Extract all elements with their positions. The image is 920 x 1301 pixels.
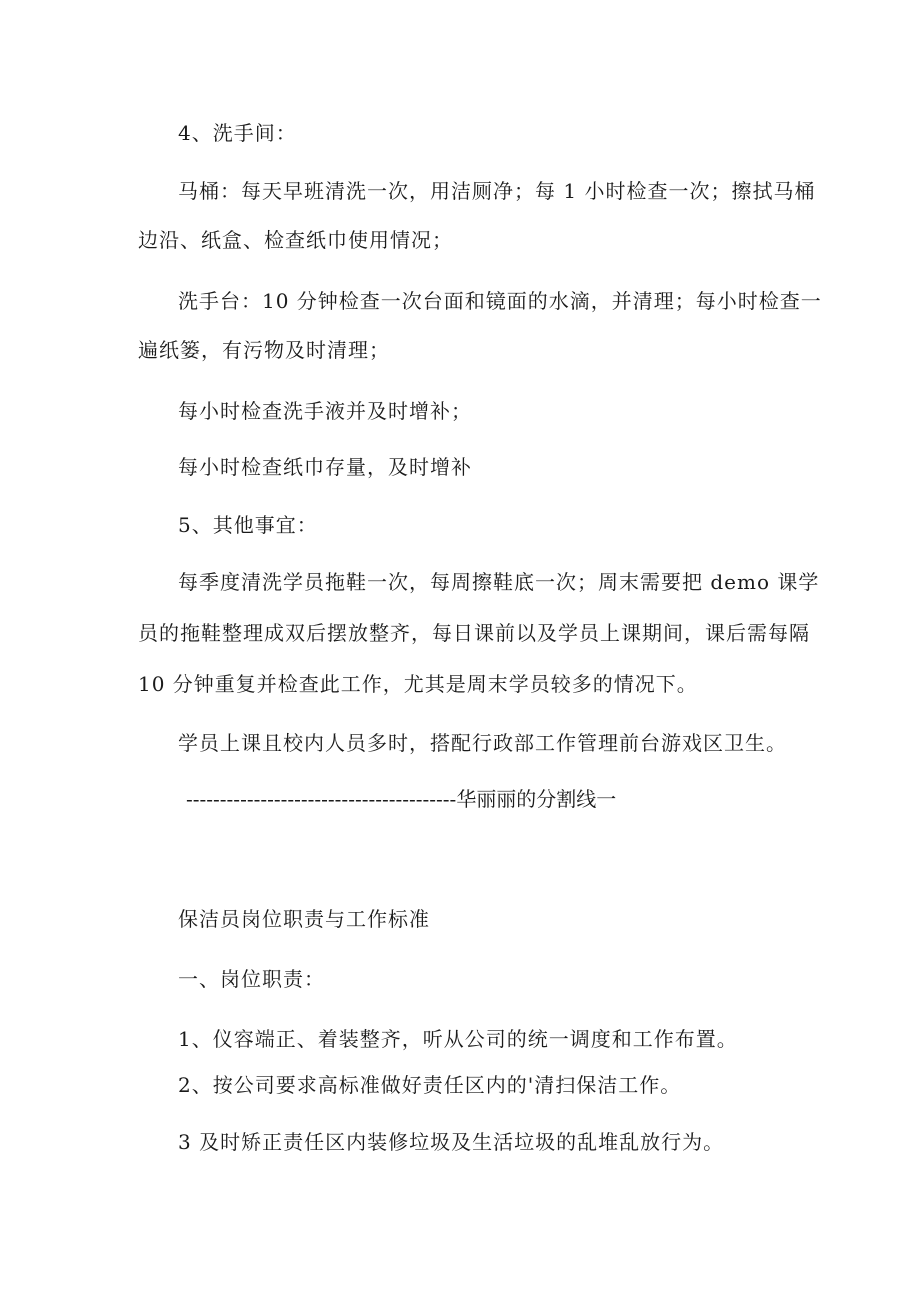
divider-line: ----------------------------------------华丽丽的分割线一 bbox=[186, 787, 617, 811]
section-heading-duties: 一、岗位职责： bbox=[178, 967, 325, 991]
paragraph-slippers-line-1: 每季度清洗学员拖鞋一次，每周擦鞋底一次；周末需要把 demo 课学 bbox=[178, 570, 820, 594]
paragraph-sink-line-2: 遍纸篓，有污物及时清理； bbox=[138, 338, 390, 362]
paragraph-sink-line-1: 洗手台：10 分钟检查一次台面和镜面的水滴，并清理；每小时检查一 bbox=[178, 289, 822, 313]
duty-item-2: 2、按公司要求高标准做好责任区内的'清扫保洁工作。 bbox=[178, 1073, 682, 1097]
paragraph-game-area: 学员上课且校内人员多时，搭配行政部工作管理前台游戏区卫生。 bbox=[178, 731, 787, 755]
document-title: 保洁员岗位职责与工作标准 bbox=[178, 907, 430, 931]
section-heading-restroom: 4、洗手间： bbox=[178, 121, 297, 145]
paragraph-hand-soap: 每小时检查洗手液并及时增补； bbox=[178, 399, 472, 423]
paragraph-toilet-line-1: 马桶：每天早班清洗一次，用洁厕净；每 1 小时检查一次；擦拭马桶 bbox=[178, 179, 816, 203]
section-heading-other: 5、其他事宜： bbox=[178, 513, 318, 537]
paragraph-toilet-line-2: 边沿、纸盒、检查纸巾使用情况； bbox=[138, 228, 453, 252]
paragraph-slippers-line-2: 员的拖鞋整理成双后摆放整齐，每日课前以及学员上课期间，课后需每隔 bbox=[138, 621, 810, 645]
paragraph-paper-towel: 每小时检查纸巾存量，及时增补 bbox=[178, 455, 472, 479]
duty-item-1: 1、仪容端正、着装整齐，听从公司的统一调度和工作布置。 bbox=[178, 1027, 738, 1051]
paragraph-slippers-line-3: 10 分钟重复并检查此工作，尤其是周末学员较多的情况下。 bbox=[138, 672, 698, 696]
duty-item-3: 3 及时矫正责任区内装修垃圾及生活垃圾的乱堆乱放行为。 bbox=[178, 1130, 725, 1154]
